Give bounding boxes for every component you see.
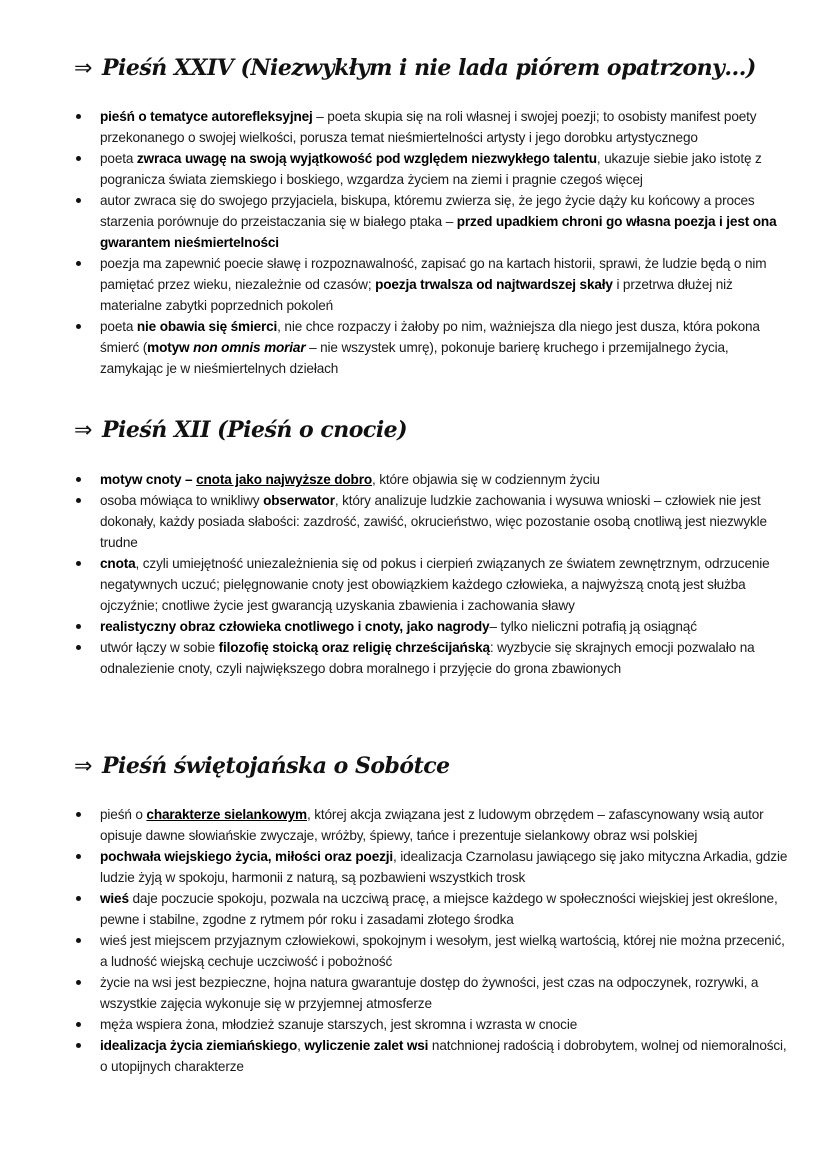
heading-title: Pieśń świętojańska o Sobótce (101, 753, 450, 779)
bullet-icon (76, 854, 81, 859)
list-item (0, 148, 828, 190)
bullet-icon (76, 477, 81, 482)
bullet-icon (76, 1022, 81, 1027)
text-segment: poeta (100, 319, 137, 334)
emphasized-text: nie obawia się śmierci (136, 319, 278, 334)
text-segment: natchnionej radością i dobrobytem, wolnej od niemoralności, o utopijnych charakterze (100, 1038, 787, 1074)
text-segment: wieś jest miejscem przyjaznym człowiekowi, spokojnym i wesołym, jest wielką wartością, której nie można przecenić, a ludność wiejską cechuje uczciwość i pobożność (100, 933, 785, 969)
emphasized-text: pieśń o tematyce autorefleksyjnej (100, 109, 313, 124)
text-segment: i przetrwa dłużej niż materialne zabytki poprzednich pokoleń (100, 277, 733, 313)
text-segment: męża wspiera żona, młodzież szanuje starszych, jest skromna i wzrasta w cnocie (100, 1017, 578, 1032)
list-item (0, 490, 828, 553)
emphasized-text: zwraca uwagę na swoją wyjątkowość pod względem niezwykłego talentu (136, 151, 597, 166)
list-item (0, 804, 828, 846)
list-item (0, 553, 828, 616)
text-segment: osoba mówiąca to wnikliwy (100, 493, 264, 508)
bullet-icon (76, 980, 81, 985)
emphasized-text: realistyczny obraz człowieka cnotliwego i cnoty, jako nagrody (100, 619, 490, 634)
text-segment: – tylko nieliczni potrafią ją osiągnąć (489, 619, 697, 634)
list-item (0, 469, 828, 490)
bullet-list (0, 106, 828, 379)
text-segment: poezja ma zapewnić poecie sławę i rozpoznawalność, zapisać go na kartach historii, sprawi, że ludzie będą o nim pamiętać przez wieku, niezależnie od czasów; (100, 256, 767, 292)
arrow-right-icon: ⇒ (74, 753, 92, 779)
emphasized-text: wyliczenie zalet wsi (304, 1038, 429, 1053)
section-heading (74, 48, 756, 88)
text-segment: pieśń o (100, 807, 147, 822)
emphasized-text: obserwator (263, 493, 335, 508)
bullet-icon (76, 624, 81, 629)
text-segment: autor zwraca się do swojego przyjaciela, biskupa, któremu zwierza się, że jego życie dąży ku końcowy a proces starzenia porównuje do przeistaczania się w białego ptaka – (100, 193, 755, 229)
bullet-icon (76, 645, 81, 650)
emphasized-text: non omnis moriar (193, 340, 306, 355)
bullet-icon (76, 156, 81, 161)
text-segment: , (297, 1038, 305, 1053)
list-item (0, 316, 828, 379)
bullet-icon (76, 938, 81, 943)
emphasized-text: wieś (100, 891, 129, 906)
emphasized-text: cnota (100, 556, 136, 571)
emphasized-text: charakterze sielankowym (146, 807, 307, 822)
text-segment: życie na wsi jest bezpieczne, hojna natura gwarantuje dostęp do żywności, jest czas na odpoczynek, rozrywki, a wszystkie zajęcia wykonuje się w przyjemnej atmosferze (100, 975, 759, 1011)
text-segment: – nie wszystek umrę), pokonuje barierę kruchego i przemijalnego życia, zamykając je w nieśmiertelnych dziełach (100, 340, 729, 376)
heading-title: Pieśń XXIV (Niezwykłym i nie lada piórem opatrzony…) (101, 55, 756, 81)
text-segment: , ukazuje siebie jako istotę z pogranicza świata ziemskiego i boskiego, wzgardza życiem na ziemi i pragnie czegoś więcej (100, 151, 762, 187)
bullet-list (0, 469, 828, 679)
section-heading (74, 746, 450, 786)
bullet-icon (76, 324, 81, 329)
list-item (0, 637, 828, 679)
emphasized-text: pochwała wiejskiego życia, miłości oraz poezji (100, 849, 394, 864)
emphasized-text: przed upadkiem chroni go własna poezja i jest ona gwarantem nieśmiertelności (100, 214, 777, 250)
bullet-icon (76, 198, 81, 203)
emphasized-text: motyw cnoty – (100, 472, 197, 487)
text-segment: , nie chce rozpaczy i żałoby po nim, ważniejsza dla niego jest dusza, która pokona śmierć ( (100, 319, 760, 355)
emphasized-text: idealizacja życia ziemiańskiego (100, 1038, 298, 1053)
text-segment: utwór łączy w sobie (100, 640, 219, 655)
emphasized-text: motyw (147, 340, 194, 355)
text-segment: : wyzbycie się skrajnych emocji pozwalało na odnalezienie cnoty, czyli największego dobra moralnego i przyjęcie do grona zbawionych (100, 640, 755, 676)
list-item (0, 1035, 828, 1077)
list-item (0, 972, 828, 1014)
text-segment: , które objawia się w codziennym życiu (372, 472, 600, 487)
list-item (0, 253, 828, 316)
bullet-list (0, 804, 828, 1077)
bullet-icon (76, 812, 81, 817)
emphasized-text: filozofię stoicką oraz religię chrześcijańską (218, 640, 490, 655)
bullet-icon (76, 114, 81, 119)
section-heading (74, 410, 407, 450)
list-item (0, 1014, 828, 1035)
bullet-icon (76, 896, 81, 901)
text-segment: – poeta skupia się na roli własnej i swojej poezji; to osobisty manifest poety przekonanego o swojej wielkości, porusza temat nieśmiertelności artysty i jego dorobku artystycznego (100, 109, 757, 145)
bullet-icon (76, 498, 81, 503)
text-segment: , której akcja związana jest z ludowym obrzędem – zafascynowany wsią autor opisuje dawne słowiańskie zwyczaje, wróżby, śpiewy, tańce i prezentuje sielankowy obraz wsi polskiej (100, 807, 764, 843)
list-item (0, 888, 828, 930)
text-segment: , idealizacja Czarnolasu jawiącego się jako mityczna Arkadia, gdzie ludzie żyją w spokoju, harmonii z naturą, są pozbawieni wszystkich trosk (100, 849, 788, 885)
text-segment: poeta (100, 151, 137, 166)
bullet-icon (76, 1043, 81, 1048)
list-item (0, 846, 828, 888)
text-segment: , czyli umiejętność uniezależnienia się od pokus i cierpień związanych ze światem zewnętrznym, odrzucenie negatywnych uczuć; pielęgnowanie cnoty jest obowiązkiem każdego człowieka, a najwyższą cnotą jest służba ojczyźnie; cnotliwe życie jest gwarancją uzyskania zbawienia i zachowania sławy (100, 556, 770, 613)
list-item (0, 106, 828, 148)
bullet-icon (76, 561, 81, 566)
list-item (0, 616, 828, 637)
text-segment: daje poczucie spokoju, pozwala na uczciwą pracę, a miejsce każdego w społeczności wiejskiej jest określone, pewne i stabilne, zgodne z rytmem pór roku i zasadami złotego środka (100, 891, 778, 927)
arrow-right-icon: ⇒ (74, 55, 92, 81)
emphasized-text: cnota jako najwyższe dobro (196, 472, 372, 487)
arrow-right-icon: ⇒ (74, 417, 92, 443)
list-item (0, 930, 828, 972)
bullet-icon (76, 261, 81, 266)
emphasized-text: poezja trwalsza od najtwardszej skały (375, 277, 613, 292)
list-item (0, 190, 828, 253)
heading-title: Pieśń XII (Pieśń o cnocie) (101, 417, 408, 443)
text-segment: , który analizuje ludzkie zachowania i wysuwa wnioski – człowiek nie jest dokonały, każdy posiada słabości: zazdrość, zawiść, okrucieństwo, więc pozostanie osobą cnotliwą jest niezwykle trudne (100, 493, 767, 550)
